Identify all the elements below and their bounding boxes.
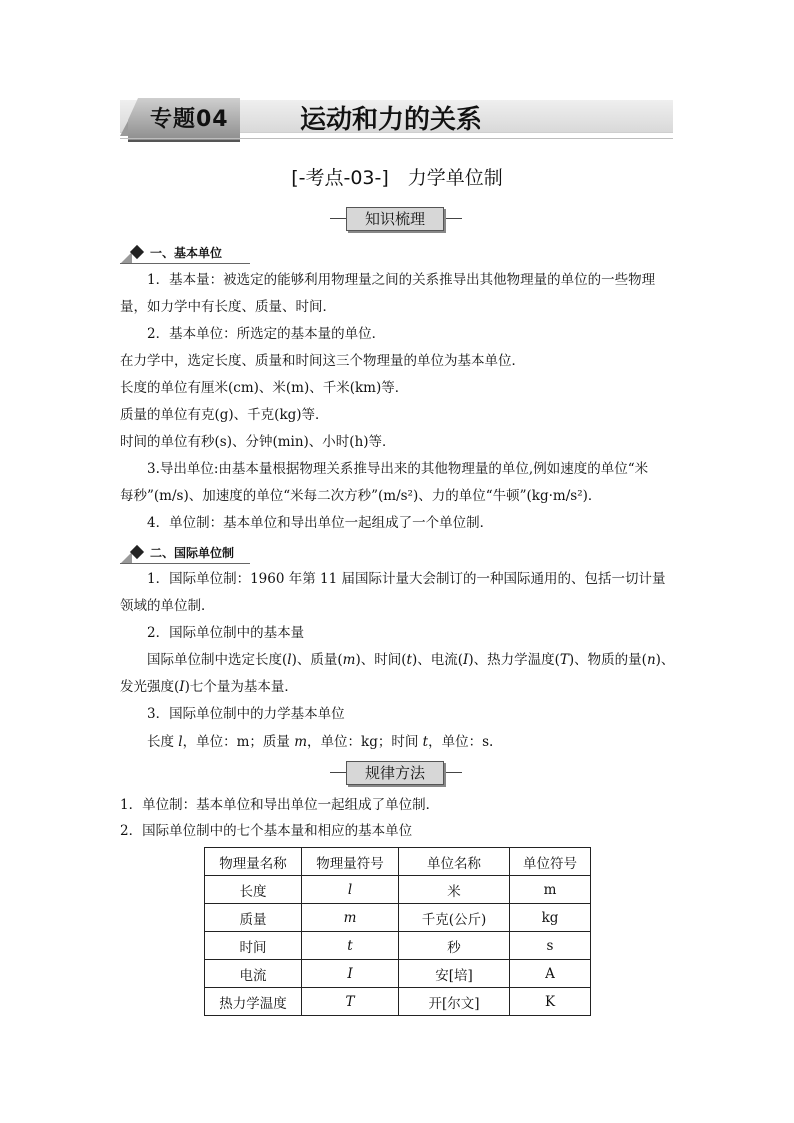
table-cell: m (510, 876, 591, 904)
column-header: 单位符号 (510, 848, 591, 876)
paragraph-line: 每秒”(m/s)、加速度的单位“米每二次方秒”(m/s²)、力的单位“牛顿”(kg·m/s²)． (120, 488, 602, 504)
text-run: ，单位：s. (428, 734, 494, 750)
paragraph-line: 2．国际单位制中的七个基本量和相应的基本单位 (120, 823, 413, 839)
heading-rule (120, 563, 250, 564)
symbol-time: t (422, 734, 429, 750)
table-cell: K (510, 988, 591, 1016)
diamond-icon (130, 545, 144, 559)
diamond-icon (130, 245, 144, 259)
table-row (205, 960, 591, 988)
tag-label: 知识梳理 (346, 207, 444, 231)
table-row (205, 876, 591, 904)
symbol-luminous: I (179, 679, 185, 695)
banner-underline (120, 138, 673, 139)
paragraph-line (147, 729, 680, 756)
column-header: 物理量名称 (205, 848, 302, 876)
paragraph-line: 时间的单位有秒(s)、分钟(min)、小时(h)等． (120, 434, 396, 450)
column-header: 物理量符号 (302, 848, 399, 876)
si-units-table (204, 847, 591, 1016)
paragraph-line: 1．单位制：基本单位和导出单位一起组成了单位制． (120, 797, 440, 813)
heading-text: 二、国际单位制 (150, 546, 235, 560)
table-cell: l (302, 876, 399, 904)
table-cell: s (510, 932, 591, 960)
table-cell: A (510, 960, 591, 988)
table-cell: 千克(公斤) (399, 904, 510, 932)
text-run: )、物质的量( (568, 652, 647, 668)
chapter-title: 运动和力的关系 (300, 105, 483, 135)
symbol-mass: m (294, 734, 308, 750)
table-cell: 米 (399, 876, 510, 904)
symbol-time: t (406, 652, 412, 668)
text-run: )、 (655, 652, 675, 668)
heading-basic-units (120, 244, 370, 262)
symbol-amount: n (646, 652, 656, 668)
table-cell: I (302, 960, 399, 988)
text-run: )、质量( (291, 652, 343, 668)
text-run: )、热力学温度( (468, 652, 560, 668)
tag-label: 规律方法 (346, 761, 444, 785)
symbol-current: I (463, 652, 469, 668)
table-cell: 秒 (399, 932, 510, 960)
paragraph-line (147, 647, 680, 674)
paragraph-line: 1．基本量：被选定的能够利用物理量之间的关系推导出其他物理量的单位的一些物理 (147, 272, 656, 288)
table-header-row (205, 848, 591, 876)
topic-subtitle: [-考点-03-] 力学单位制 (291, 167, 503, 189)
paragraph-line: 质量的单位有克(g)、千克(kg)等． (120, 407, 329, 423)
text-run: )七个量为基本量． (184, 679, 298, 695)
table-cell: m (302, 904, 399, 932)
heading-rule (120, 263, 250, 264)
section-tag-method (330, 761, 462, 783)
paragraph-line: 2．基本单位：所选定的基本量的单位． (147, 326, 386, 342)
text-run: ，单位：kg；时间 (307, 734, 423, 750)
paragraph-line: 2．国际单位制中的基本量 (147, 625, 305, 641)
text-run: ，单位：m；质量 (182, 734, 295, 750)
table-cell: 安[培] (399, 960, 510, 988)
table-cell: 质量 (205, 904, 302, 932)
table-cell: 长度 (205, 876, 302, 904)
table-cell: T (302, 988, 399, 1016)
column-header: 单位名称 (399, 848, 510, 876)
text-run: 发光强度( (120, 679, 180, 695)
symbol-temperature: T (559, 652, 569, 668)
paragraph-line: 3．国际单位制中的力学基本单位 (147, 706, 345, 722)
paragraph-line: 领域的单位制． (120, 598, 215, 614)
chapter-banner (120, 98, 673, 142)
table-cell: kg (510, 904, 591, 932)
table-row (205, 904, 591, 932)
table-cell: 热力学温度 (205, 988, 302, 1016)
paragraph-line: 3.导出单位:由基本量根据物理关系推导出来的其他物理量的单位,例如速度的单位“米 (147, 461, 649, 477)
heading-text: 一、基本单位 (150, 246, 223, 260)
table-cell: 电流 (205, 960, 302, 988)
paragraph-line: 4．单位制：基本单位和导出单位一起组成了一个单位制． (147, 515, 494, 531)
table-cell: 开[尔文] (399, 988, 510, 1016)
symbol-mass: m (342, 652, 356, 668)
chapter-number: 专题04 (150, 107, 229, 132)
paragraph-line (120, 674, 680, 701)
paragraph-line: 在力学中，选定长度、质量和时间这三个物理量的单位为基本单位． (120, 353, 525, 369)
paragraph-line: 量，如力学中有长度、质量、时间． (120, 299, 336, 315)
text-run: )、电流( (411, 652, 463, 668)
table-row (205, 988, 591, 1016)
heading-si-units (120, 544, 370, 562)
text-run: 长度 (147, 734, 179, 750)
table-cell: t (302, 932, 399, 960)
table-row (205, 932, 591, 960)
table-cell: 时间 (205, 932, 302, 960)
paragraph-line: 1．国际单位制：1960 年第 11 届国际计量大会制订的一种国际通用的、包括一切计量 (147, 571, 666, 587)
symbol-length: l (178, 734, 183, 750)
text-run: 国际单位制中选定长度( (147, 652, 288, 668)
section-tag-knowledge (330, 207, 462, 229)
paragraph-line: 长度的单位有厘米(cm)、米(m)、千米(km)等． (120, 380, 409, 396)
symbol-length: l (287, 652, 292, 668)
text-run: )、时间( (355, 652, 407, 668)
